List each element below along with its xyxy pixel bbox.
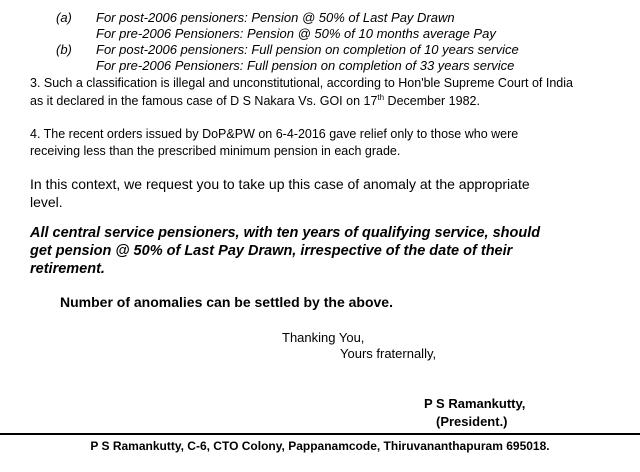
footer-divider — [0, 433, 640, 435]
para-3-line-1: 3. Such a classification is illegal and unconstitutional, according to Hon'ble Supreme Court of India — [30, 76, 573, 90]
footer-address: P S Ramankutty, C-6, CTO Colony, Pappanamcode, Thiruvananthapuram 695018. — [90, 439, 550, 453]
para-4-line-2: receiving less than the prescribed minimum pension in each grade. — [30, 144, 401, 158]
context-line-1: In this context, we request you to take up this case of anomaly at the appropriate — [30, 176, 530, 192]
item-marker-b: (b) — [56, 42, 72, 57]
closing-thanking: Thanking You, — [282, 330, 365, 345]
demand-line-3: retirement. — [30, 261, 105, 277]
demand-line-2: get pension @ 50% of Last Pay Drawn, irrespective of the date of their — [30, 243, 513, 259]
item-b-pre-2006: For pre-2006 Pensioners: Full pension on completion of 33 years service — [96, 58, 515, 73]
signature-title: (President.) — [436, 414, 508, 429]
demand-line-1: All central service pensioners, with ten years of qualifying service, should — [30, 225, 541, 241]
para-3-line-2: as it declared in the famous case of D S Nakara Vs. GOI on 17th December 1982. — [30, 93, 480, 109]
item-b-post-2006: For post-2006 pensioners: Full pension on completion of 10 years service — [96, 42, 519, 57]
context-line-2: level. — [30, 194, 63, 210]
item-a-post-2006: For post-2006 pensioners: Pension @ 50% of Last Pay Drawn — [96, 10, 455, 25]
signature-name: P S Ramankutty, — [424, 396, 526, 411]
closing-yours: Yours fraternally, — [340, 346, 437, 361]
anomalies-statement: Number of anomalies can be settled by the above. — [60, 294, 393, 310]
item-marker-a: (a) — [56, 10, 72, 25]
para-4-line-1: 4. The recent orders issued by DoP&PW on 6-4-2016 gave relief only to those who were — [30, 127, 519, 141]
item-a-pre-2006: For pre-2006 Pensioners: Pension @ 50% of 10 months average Pay — [96, 26, 496, 41]
